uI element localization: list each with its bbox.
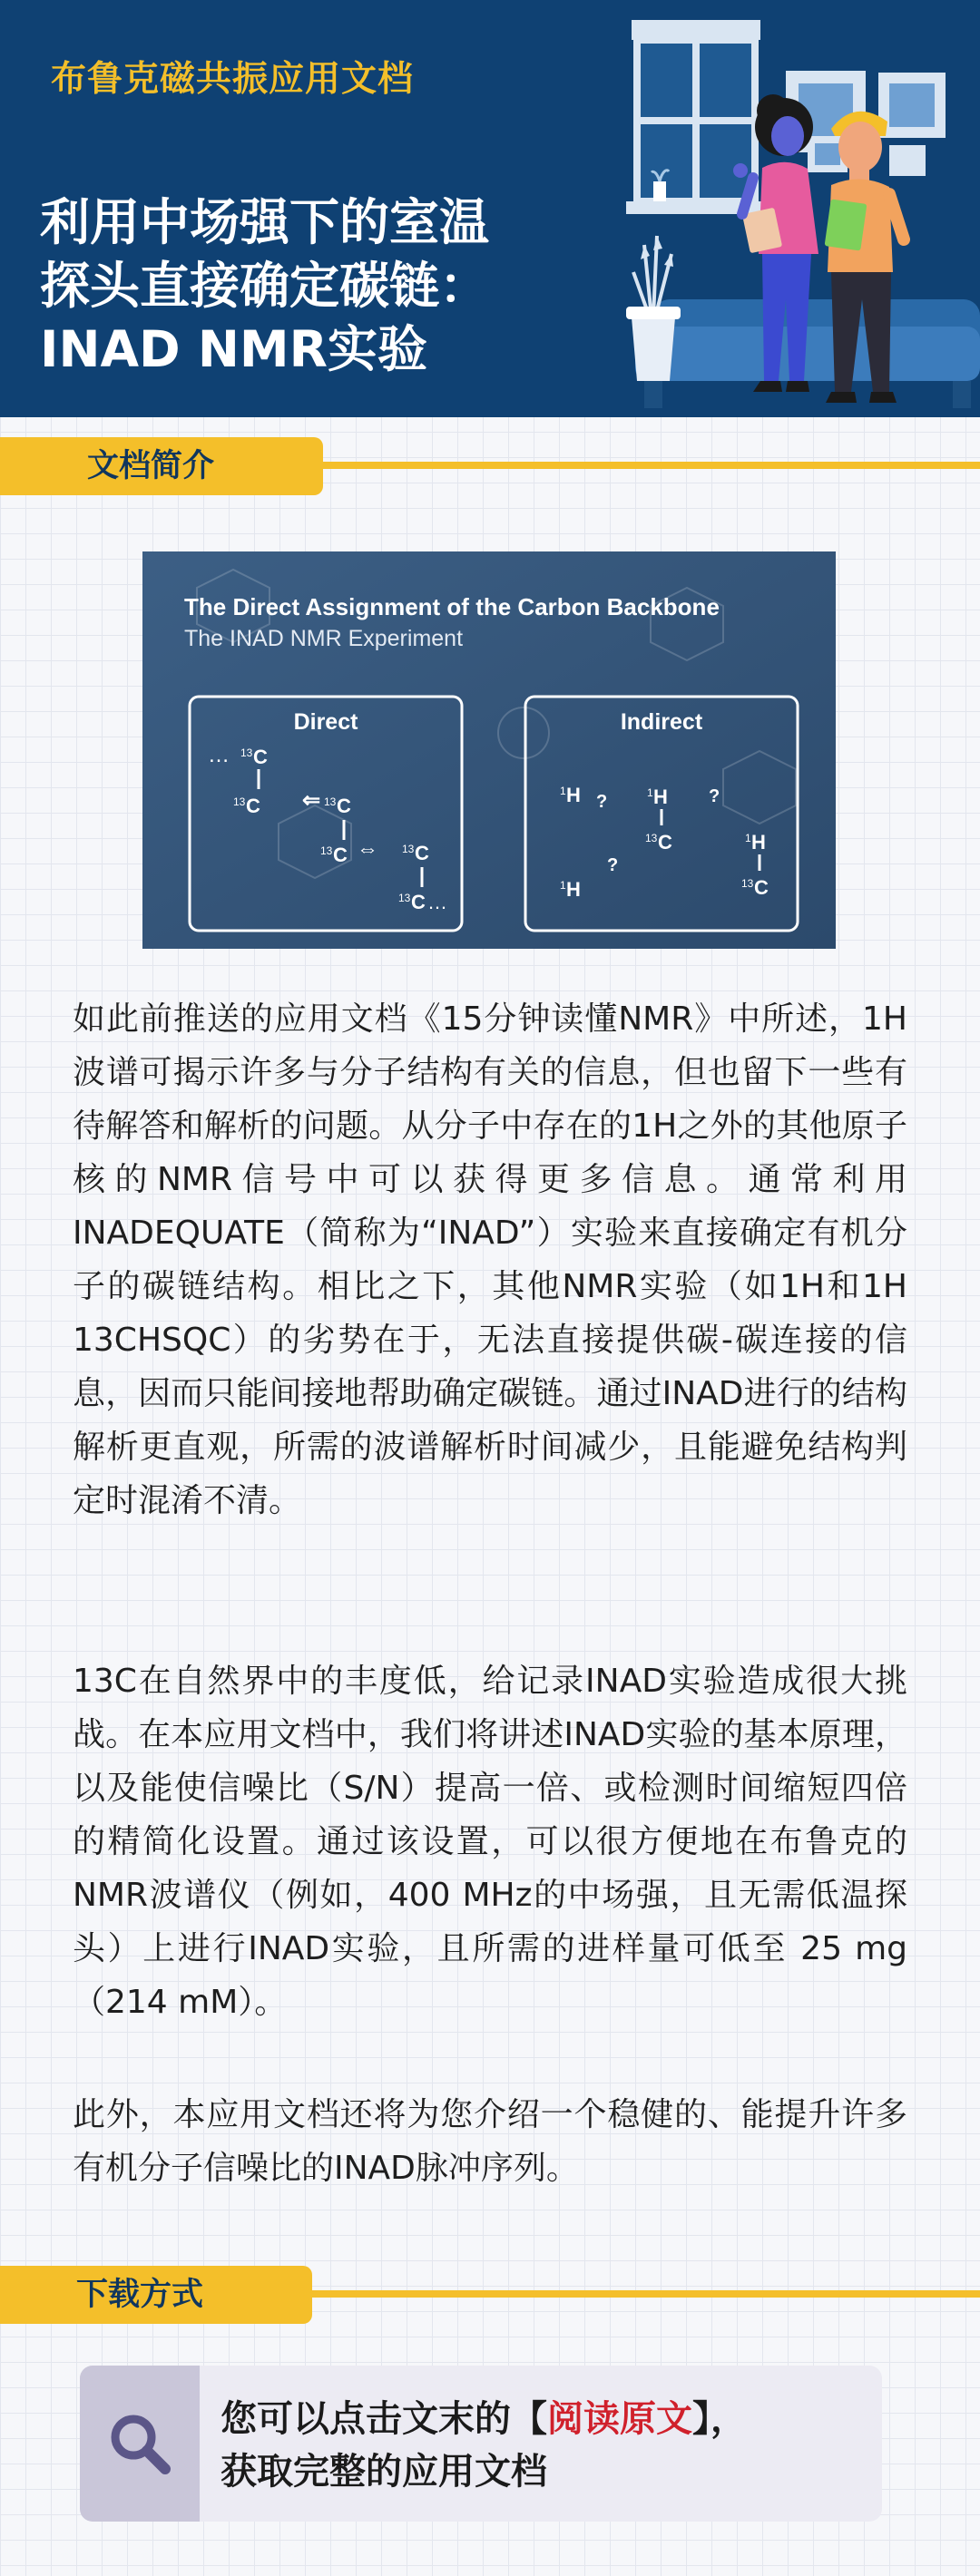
section-intro-header [0, 437, 980, 495]
figure-subtitle: The INAD NMR Experiment [184, 626, 464, 651]
svg-text:C: C [754, 876, 769, 899]
svg-text:1: 1 [745, 832, 751, 844]
window-graphic [626, 20, 766, 214]
svg-text:13: 13 [402, 843, 415, 855]
svg-text:?: ? [607, 855, 619, 875]
svg-text:…: … [427, 891, 447, 913]
section-divider [323, 462, 980, 469]
svg-text:13: 13 [233, 795, 246, 808]
section-download-header [0, 2266, 980, 2324]
header-illustration [617, 0, 980, 417]
svg-text:1: 1 [560, 879, 566, 892]
svg-text:13: 13 [398, 892, 411, 904]
svg-text:C: C [658, 831, 672, 854]
svg-text:⇔: ⇔ [357, 837, 378, 862]
download-card[interactable] [80, 2366, 882, 2522]
title-line-3: INAD NMR实验 [40, 320, 427, 378]
page-title [40, 190, 621, 381]
section-divider [312, 2290, 980, 2298]
svg-text:C: C [415, 842, 429, 864]
figure-title: The Direct Assignment of the Carbon Backbone [184, 593, 720, 620]
svg-text:C: C [246, 795, 260, 817]
svg-text:H: H [566, 878, 581, 901]
search-icon-box [80, 2366, 200, 2522]
svg-text:…: … [208, 743, 230, 767]
svg-text:⇐: ⇐ [302, 788, 321, 813]
svg-text:13: 13 [320, 844, 333, 857]
title-line-2: 探头直接确定碳链： [40, 257, 490, 315]
inad-figure [142, 551, 836, 949]
intro-paragraph-1: 如此前推送的应用文档《15分钟读懂NMR》中所述，1H波谱可揭示许多与分子结构有关的信息，但也留下一些有待解答和解析的问题。从分子中存在的1H之外的其他原子核的NMR信号中可以获得更多信息。通常利用INADEQUATE（简称为“INAD”）实验来直接确定有机分子的碳链结构。相比之下，其他NMR实验（如1H和1H 13CHSQC）的劣势在于，无法直接提供碳-碳连接的信息，因而只能间接地帮助确定碳链。通过INAD进行的结构解析更直观，所需的波谱解析时间减少，且能避免结构判定时混淆不清。 [73, 1000, 907, 1519]
section-intro-label: 文档简介 [0, 437, 323, 495]
svg-text:13: 13 [324, 795, 337, 808]
svg-text:13: 13 [645, 832, 658, 844]
header-banner [0, 0, 980, 417]
svg-text:13: 13 [741, 877, 754, 890]
svg-text:C: C [411, 891, 426, 913]
svg-text:H: H [751, 831, 766, 854]
svg-text:1: 1 [647, 786, 653, 799]
svg-text:1: 1 [560, 785, 566, 797]
brand-label: 布鲁克磁共振应用文档 [51, 59, 415, 100]
svg-text:C: C [253, 746, 268, 768]
indirect-panel-label: Indirect [620, 709, 703, 735]
download-suffix: 】， [692, 2398, 747, 2440]
svg-text:13: 13 [240, 746, 253, 759]
intro-paragraph-3: 此外，本应用文档还将为您介绍一个稳健的、能提升许多有机分子信噪比的INAD脉冲序列。 [73, 2096, 907, 2187]
download-prefix: 您可以点击文末的【 [220, 2398, 547, 2440]
intro-paragraph-2: 13C在自然界中的丰度低，给记录INAD实验造成很大挑战。在本应用文档中，我们将讲述INAD实验的基本原理，以及能使信噪比（S/N）提高一倍、或检测时间缩短四倍的精简化设置。通过该设置，可以很方便地在布鲁克的NMR波谱仪（例如，400 MHz的中场强，且无需低温探头）上进行INAD实验，且所需的进样量可低至 25 mg（214 mM）。 [73, 1663, 907, 2021]
read-original-link[interactable]: 阅读原文 [547, 2398, 692, 2440]
svg-text:?: ? [596, 792, 608, 812]
direct-panel-label: Direct [293, 709, 358, 735]
svg-text:H: H [566, 784, 581, 806]
download-line-1 [220, 2393, 865, 2445]
svg-text:H: H [653, 785, 668, 808]
search-icon [107, 2411, 172, 2476]
svg-text:C: C [333, 844, 348, 866]
svg-text:?: ? [709, 786, 720, 806]
svg-text:C: C [337, 795, 351, 817]
download-line-2: 获取完整的应用文档 [220, 2451, 547, 2493]
title-line-1: 利用中场强下的室温 [40, 193, 490, 251]
download-instruction [220, 2393, 865, 2498]
section-download-label: 下载方式 [0, 2266, 312, 2324]
